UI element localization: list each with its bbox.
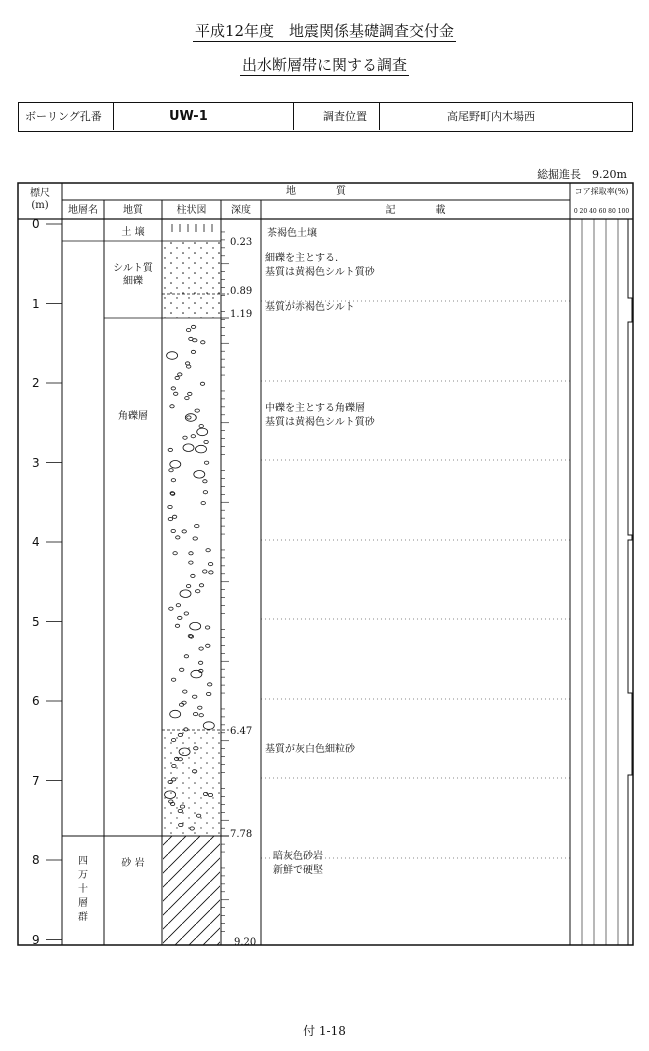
geology-unit-breccia: 角礫層 bbox=[118, 411, 148, 422]
boring-number-label: ボーリング孔番 bbox=[25, 110, 102, 123]
boring-number-value: UW-1 bbox=[169, 109, 208, 124]
scale-number: 0 bbox=[32, 217, 40, 231]
geology-header: 地質 bbox=[123, 205, 143, 216]
depth-mark: 9.20 bbox=[234, 937, 257, 948]
location-label: 調査位置 bbox=[323, 110, 367, 123]
scale-number: 1 bbox=[32, 296, 40, 311]
location-value: 高尾野町内木場西 bbox=[447, 110, 535, 123]
scale-number: 6 bbox=[32, 694, 40, 708]
core-recovery-ticks: 0 20 40 60 80 100 bbox=[573, 208, 630, 215]
total-drilling-length: 総掘進長 9.20m bbox=[537, 168, 627, 181]
report-subtitle: 出水断層帯に関する調査 bbox=[241, 56, 407, 74]
page-footer: 付 1-18 bbox=[303, 1024, 346, 1038]
scale-number: 4 bbox=[32, 535, 40, 549]
scale-number: 5 bbox=[32, 614, 40, 629]
description-3: 基質が赤褐色シルト bbox=[265, 302, 355, 313]
geology-unit-soil: 土 壌 bbox=[121, 227, 145, 238]
geology-unit-sandstone: 砂 岩 bbox=[121, 858, 145, 869]
depth-mark: 0.89 bbox=[230, 286, 253, 297]
scale-number: 9 bbox=[32, 932, 40, 947]
core-recovery-header: コア採取率(%) bbox=[574, 187, 629, 196]
scale-header: 標尺 (m) bbox=[30, 188, 50, 211]
geology-unit-silty-gravel: シルト質 細礫 bbox=[113, 263, 153, 287]
description-6: 暗灰色砂岩 新鮮で硬堅 bbox=[273, 851, 323, 876]
depth-mark: 7.78 bbox=[230, 829, 253, 840]
scale-number: 8 bbox=[32, 853, 40, 867]
scale-number: 7 bbox=[32, 773, 40, 788]
layer-name-shimanto: 四 万 十 層 群 bbox=[78, 856, 88, 923]
description-header: 記 載 bbox=[385, 205, 446, 216]
layer-name-header: 地層名 bbox=[68, 205, 98, 216]
description-5: 基質が灰白色細粒砂 bbox=[265, 744, 355, 755]
description-4: 中礫を主とする角礫層 基質は黄褐色シルト質砂 bbox=[265, 403, 375, 428]
depth-mark: 6.47 bbox=[230, 726, 253, 737]
description-2: 細礫を主とする. 基質は黄褐色シルト質砂 bbox=[265, 253, 375, 278]
scale-number: 3 bbox=[32, 455, 40, 470]
description-1: 茶褐色土壌 bbox=[267, 228, 317, 239]
depth-mark: 0.23 bbox=[230, 237, 253, 248]
depth-header: 深度 bbox=[231, 205, 251, 216]
report-title: 平成12年度 地震関係基礎調査交付金 bbox=[194, 22, 455, 40]
geology-group-header: 地 質 bbox=[286, 186, 346, 197]
column-chart-header: 柱状図 bbox=[176, 205, 207, 216]
scale-number: 2 bbox=[32, 376, 40, 390]
depth-mark: 1.19 bbox=[230, 309, 253, 320]
